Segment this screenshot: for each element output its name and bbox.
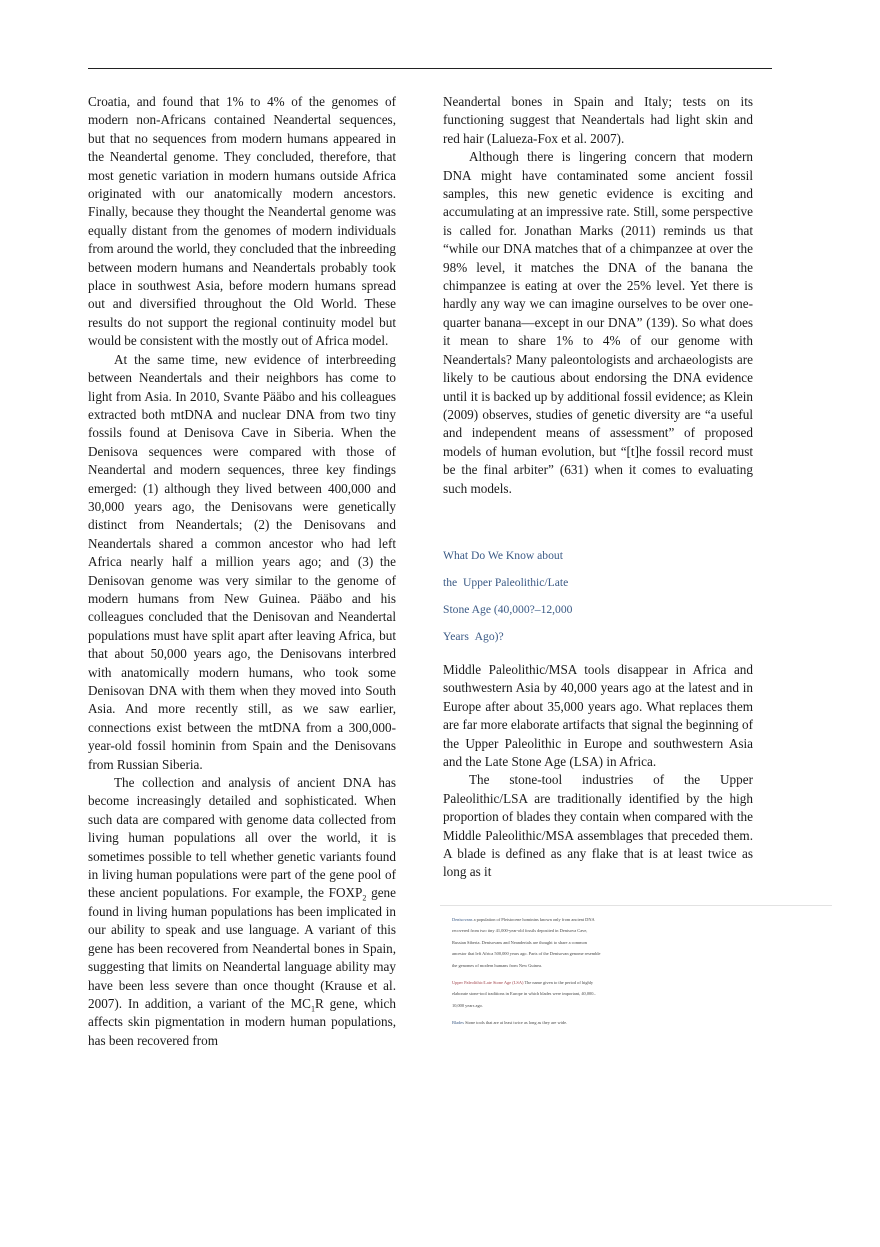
right-text-column-lower bbox=[443, 661, 753, 882]
left-paragraph-1: Croatia, and found that 1% to 4% of the genomes of modern non-Africans contained Neandertal sequences, but that no sequences from modern humans appeared in the Neandertal genome. They concluded, therefore, that most genetic variation in modern humans outside Africa originated with our anatomically modern ancestors. Finally, because they thought the Neandertal genome was equally distant from the genomes of modern individuals from around the world, they concluded that the inbreeding between modern humans and Neandertals probably took place in southwest Asia, before modern humans spread out and diversified throughout the Old World. These results do not support the regional continuity model but would be consistent with the mostly out of Africa model. bbox=[88, 94, 396, 349]
right-paragraph-4: The stone-tool industries of the Upper Paleolithic/LSA are traditionally identified by the high proportion of blades they contain when compared with the Middle Paleolithic/MSA assemblages that preceded them. A blade is defined as any flake that is at least twice as long as it bbox=[443, 772, 753, 880]
left-paragraph-3-part-c: R gene, which affects skin pigmentation in modern human populations, has been recovered from bbox=[88, 995, 397, 1048]
left-paragraph-3-part-b: gene found in living human populations has been implicated in our ability to speak and use language. A variant of this gene has been recovered from Neandertal bones in Spain, suggesting that limits on Neandertal language ability may have been less severe than once thought (Krause et al. 2007). In addition, a variant of the MC bbox=[88, 885, 396, 1011]
left-paragraph-2: At the same time, new evidence of interbreeding between Neandertals and their neighbors has come to light from Asia. In 2010, Svante Pääbo and his colleagues extracted both mtDNA and nuclear DNA from two tiny fossils found at Denisova Cave in Siberia. When the Denisova sequences were compared with those of Neandertal and modern sequences, three key findings emerged: (1) although they lived between 400,000 and 30,000 years ago, the Denisovans were genetically distinct from Neandertals; (2) the Denisovans and Neandertals shared a common ancestor who had left Africa nearly half a million years ago; and (3) the Denisovan genome was very similar to the genome of modern humans from New Guinea. Pääbo and his colleagues concluded that the Denisovan and Neandertal populations must have split apart after leaving Africa, but that about 50,000 years ago, the Denisovans interbred with anatomically modern humans, who took some Denisovan DNA with them when they moved into South Asia. And more recently still, as we saw earlier, connections exist between the mtDNA from a 300,000-year-old fossil hominin from Spain and the Denisovans from Russian Siberia. bbox=[88, 351, 396, 772]
heading-line: Years Ago)? bbox=[443, 630, 504, 643]
right-text-column bbox=[443, 93, 753, 498]
heading-line: What Do We Know about bbox=[443, 549, 563, 562]
glossary-entry bbox=[452, 977, 602, 1011]
mc-subscript: 1 bbox=[310, 1004, 315, 1014]
right-paragraph-2: Although there is lingering concern that modern DNA might have contaminated some ancient fossil samples, this new genetic evidence is exciting and accumulating at an impressive rate. Still, some perspective is called for. Jonathan Marks (2011) reminds us that “while our DNA matches that of a chimpanzee at over the 98% level, it matches the DNA of the banana the chimpanzee is eating at over the 25% level. Yet there is hardly any way we can imagine ourselves to be over one-quarter banana—except in our DNA” (139). So what does it mean to share 1% to 4% of our genome with Neandertals? Many paleontologists and archaeologists are likely to be cautious about endorsing the DNA evidence until it is backed up by additional fossil evidence; as Klein (2009) observes, studies of genetic diversity are “a useful and independent means of assessment” of proposed models of human evolution, but “[t]he fossil record must be the final arbiter” (631) when it comes to evaluating such models. bbox=[443, 149, 753, 496]
right-paragraph-1: Neandertal bones in Spain and Italy; tests on its functioning suggest that Neandertals had light skin and red hair (Lalueza-Fox et al. 2007). bbox=[443, 94, 753, 146]
glossary-rule bbox=[440, 905, 832, 906]
glossary-definition: The name given to the period of highly elaborate stone-tool traditions in Europe in which blades were important, 40,000–10,000 years ago. bbox=[452, 980, 596, 1008]
foxp-subscript: 2 bbox=[362, 894, 367, 904]
glossary-definition: Stone tools that are at least twice as long as they are wide. bbox=[465, 1020, 568, 1026]
heading-line: Stone Age (40,000?–12,000 bbox=[443, 603, 573, 616]
section-heading bbox=[443, 542, 643, 650]
heading-line: the Upper Paleolithic/Late bbox=[443, 576, 569, 589]
glossary bbox=[452, 914, 602, 1035]
left-text-column bbox=[88, 93, 396, 1050]
glossary-term: Denisovans bbox=[452, 917, 473, 922]
left-paragraph-3 bbox=[88, 774, 396, 1050]
glossary-entry bbox=[452, 914, 602, 971]
header-rule bbox=[88, 68, 772, 69]
glossary-term: Upper Paleolithic/Late Stone Age (LSA) bbox=[452, 980, 524, 986]
glossary-term: Blades bbox=[452, 1020, 464, 1026]
glossary-definition: a population of Pleistocene hominins known only from ancient DNA recovered from two tiny 41,000-year-old fossils deposited in Denisova Cave, Russian Siberia. Denisovans and Neandertals are thought to share a common ancestor that left Africa 500,000 years ago. Parts of the Denisovan genome resemble the genomes of modern humans from New Guinea. bbox=[452, 917, 601, 968]
right-paragraph-3: Middle Paleolithic/MSA tools disappear in Africa and southwestern Asia by 40,000 years ago at the latest and in Europe after about 35,000 years ago. What replaces them are far more elaborate artifacts that signal the beginning of the Upper Paleolithic in Europe and southwestern Asia and the Late Stone Age (LSA) in Africa. bbox=[443, 662, 753, 770]
left-paragraph-3-part-a: The collection and analysis of ancient DNA has become increasingly detailed and sophisticated. When such data are compared with genome data collected from living human populations all over the world, it is sometimes possible to tell whether genetic variants found in living human populations were part of the gene pool of these ancient populations. For example, the FOXP bbox=[88, 775, 396, 901]
glossary-entry bbox=[452, 1017, 602, 1028]
